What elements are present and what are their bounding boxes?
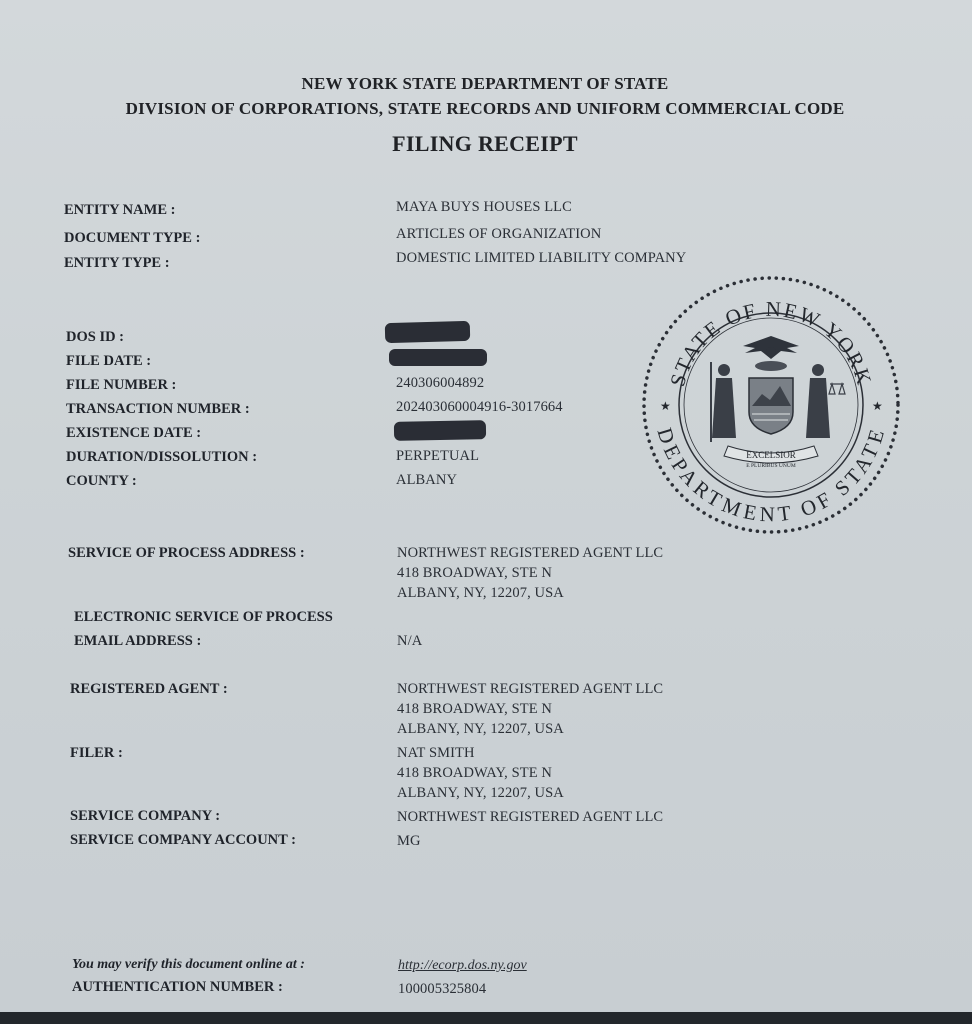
existence-date-redaction xyxy=(394,420,486,441)
entity-name-label: ENTITY NAME : xyxy=(64,202,176,218)
verify-label: You may verify this document online at : xyxy=(72,957,305,972)
dos-id-redaction xyxy=(385,321,470,343)
seal-bottom-text: DEPARTMENT OF STATE xyxy=(652,424,890,527)
authentication-value: 100005325804 xyxy=(398,981,487,997)
file-date-redaction xyxy=(389,349,487,366)
county-label: COUNTY : xyxy=(66,473,137,489)
sop-address-line: NORTHWEST REGISTERED AGENT LLC xyxy=(397,545,664,561)
service-company-label: SERVICE COMPANY : xyxy=(70,808,221,824)
svg-text:★: ★ xyxy=(872,399,883,413)
filer-line: 418 BROADWAY, STE N xyxy=(397,765,552,781)
registered-agent-line: ALBANY, NY, 12207, USA xyxy=(397,721,564,737)
seal-top-text: STATE OF NEW YORK xyxy=(665,296,877,390)
duration-label: DURATION/DISSOLUTION : xyxy=(66,449,258,465)
service-account-value: MG xyxy=(397,833,421,849)
sop-address-label: SERVICE OF PROCESS ADDRESS : xyxy=(68,545,305,561)
file-number-value: 240306004892 xyxy=(396,375,485,391)
seal-motto: EXCELSIOR xyxy=(746,450,796,460)
registered-agent-line: NORTHWEST REGISTERED AGENT LLC xyxy=(397,681,664,697)
entity-type-value: DOMESTIC LIMITED LIABILITY COMPANY xyxy=(396,250,687,266)
service-company-value: NORTHWEST REGISTERED AGENT LLC xyxy=(397,809,664,825)
state-seal-icon xyxy=(640,274,902,536)
filer-line: NAT SMITH xyxy=(397,745,475,761)
filer-line: ALBANY, NY, 12207, USA xyxy=(397,785,564,801)
seal-motto-sub: E PLURIBUS UNUM xyxy=(746,463,796,469)
transaction-number-label: TRANSACTION NUMBER : xyxy=(66,401,250,417)
dos-id-label: DOS ID : xyxy=(66,329,125,345)
esop-label: ELECTRONIC SERVICE OF PROCESS xyxy=(74,609,333,625)
service-account-label: SERVICE COMPANY ACCOUNT : xyxy=(70,832,296,848)
document-type-value: ARTICLES OF ORGANIZATION xyxy=(396,226,602,242)
registered-agent-label: REGISTERED AGENT : xyxy=(70,681,228,697)
registered-agent-line: 418 BROADWAY, STE N xyxy=(397,701,552,717)
header-division: DIVISION OF CORPORATIONS, STATE RECORDS AND UNIFORM COMMERCIAL CODE xyxy=(125,99,845,118)
file-date-label: FILE DATE : xyxy=(66,353,152,369)
esop-email-label: EMAIL ADDRESS : xyxy=(74,633,202,649)
page-title: FILING RECEIPT xyxy=(392,131,578,156)
esop-email-value: N/A xyxy=(397,633,423,649)
verify-link[interactable]: http://ecorp.dos.ny.gov xyxy=(398,958,527,973)
svg-text:★: ★ xyxy=(660,399,671,413)
entity-name-value: MAYA BUYS HOUSES LLC xyxy=(396,199,572,215)
document-type-label: DOCUMENT TYPE : xyxy=(64,230,201,246)
header-department: NEW YORK STATE DEPARTMENT OF STATE xyxy=(301,74,669,93)
file-number-label: FILE NUMBER : xyxy=(66,377,177,393)
transaction-number-value: 202403060004916-3017664 xyxy=(396,399,563,415)
duration-value: PERPETUAL xyxy=(396,448,480,464)
sop-address-line: 418 BROADWAY, STE N xyxy=(397,565,552,581)
entity-type-label: ENTITY TYPE : xyxy=(64,255,170,271)
page-bottom-edge xyxy=(0,1012,972,1024)
county-value: ALBANY xyxy=(396,472,458,488)
existence-date-label: EXISTENCE DATE : xyxy=(66,425,202,441)
sop-address-line: ALBANY, NY, 12207, USA xyxy=(397,585,564,601)
authentication-label: AUTHENTICATION NUMBER : xyxy=(72,979,283,995)
filer-label: FILER : xyxy=(70,745,123,761)
